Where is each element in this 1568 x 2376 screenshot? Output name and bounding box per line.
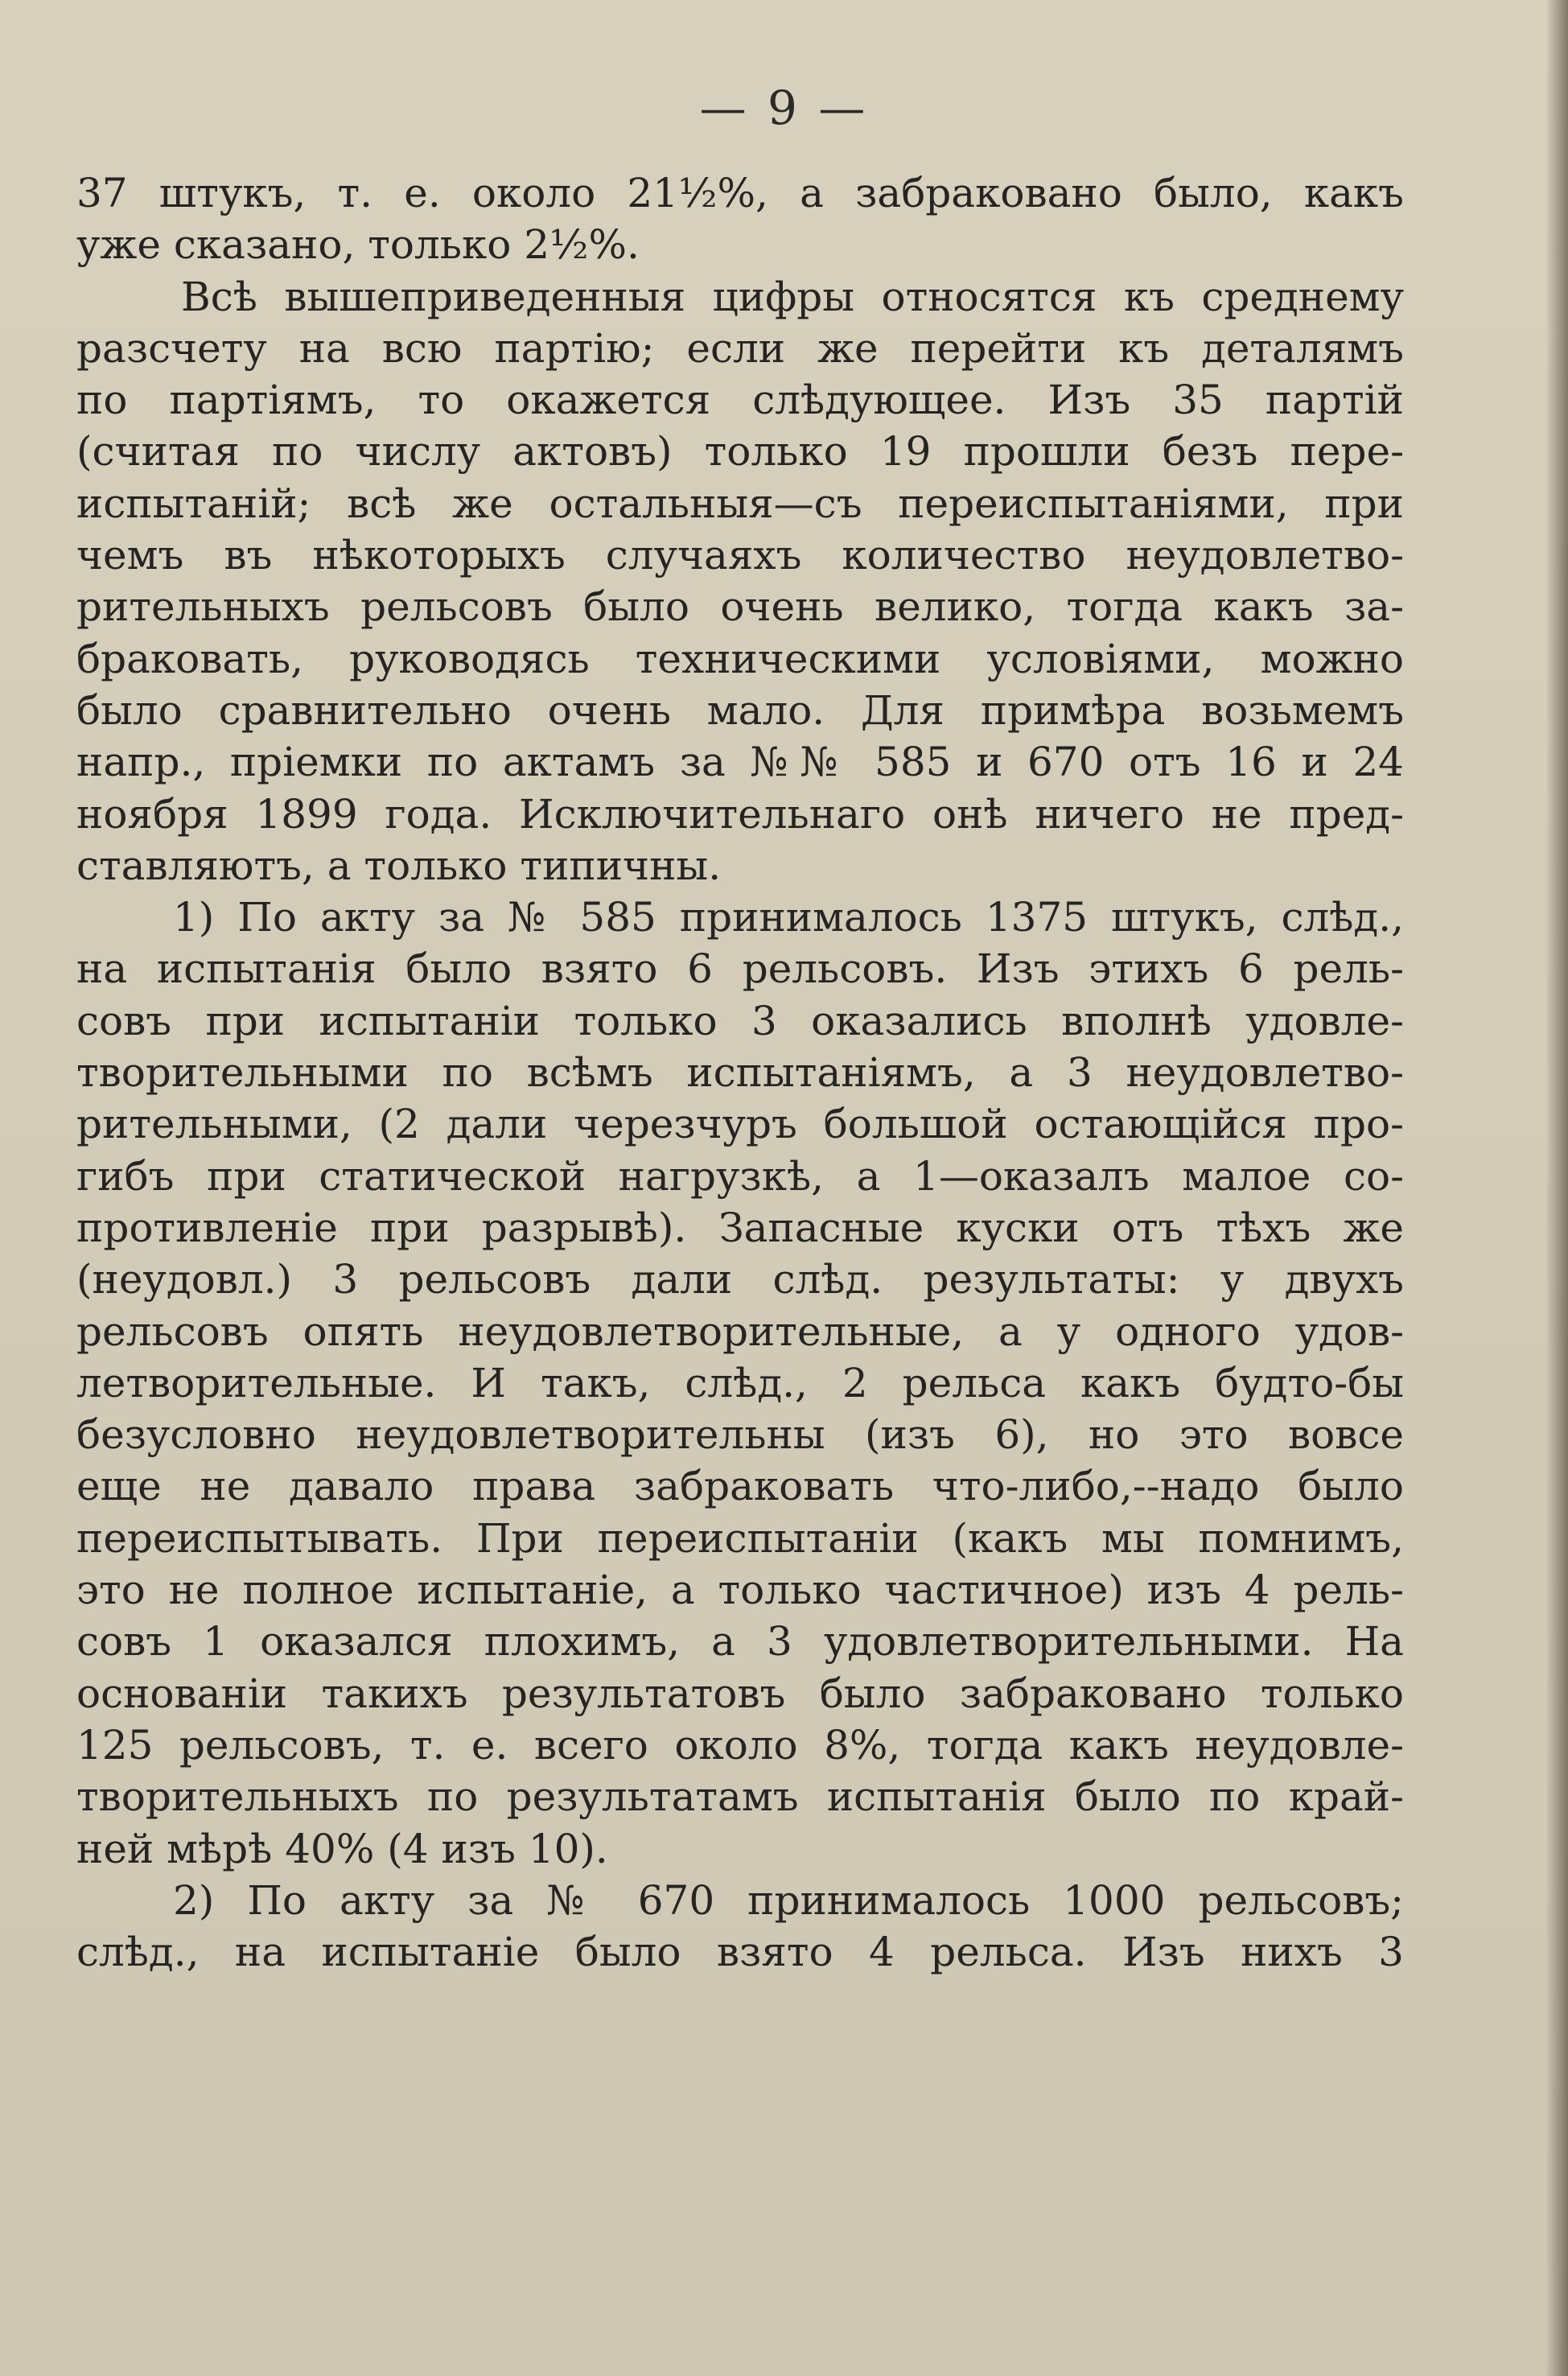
text-line: на испытанія было взято 6 рельсовъ. Изъ этихъ 6 рель-	[76, 945, 1404, 993]
text-line: 1) По акту за № 585 принималось 1375 штукъ, слѣд.,	[173, 894, 1404, 941]
text-line: еще не давало права забраковать что-либо,--надо было	[76, 1463, 1404, 1510]
text-line: чемъ въ нѣкоторыхъ случаяхъ количество неудовлетво-	[76, 532, 1404, 579]
text-line: ставляютъ, а только типичны.	[76, 842, 722, 889]
page-number: — 9 —	[699, 80, 869, 135]
text-line: творительными по всѣмъ испытаніямъ, а 3 неудовлетво-	[76, 1049, 1404, 1097]
text-line: разсчету на всю партію; если же перейти къ деталямъ	[76, 324, 1404, 372]
text-line: противленіе при разрывѣ). Запасные куски отъ тѣхъ же	[76, 1204, 1404, 1251]
text-line: рельсовъ опять неудовлетворительные, а у одного удов-	[76, 1307, 1404, 1355]
text-line: 125 рельсовъ, т. е. всего около 8%, тогда какъ неудовле-	[76, 1721, 1404, 1769]
text-line: летворительные. И такъ, слѣд., 2 рельса какъ будто-бы	[76, 1359, 1404, 1406]
text-line: 37 штукъ, т. е. около 21½%, а забраковано было, какъ	[76, 170, 1404, 216]
text-line: переиспытывать. При переиспытаніи (какъ мы помнимъ,	[76, 1514, 1404, 1562]
text-line: браковать, руководясь техническими условіями, можно	[76, 635, 1404, 682]
text-line: Всѣ вышеприведенныя цифры относятся къ среднему	[181, 273, 1404, 320]
body-text	[76, 167, 1404, 1978]
text-line: основаніи такихъ результатовъ было забраковано только	[76, 1670, 1404, 1717]
text-line: ней мѣрѣ 40% (4 изъ 10).	[76, 1825, 608, 1872]
text-line: слѣд., на испытаніе было взято 4 рельса. Изъ нихъ 3	[76, 1929, 1404, 1976]
text-line: творительныхъ по результатамъ испытанія было по край-	[76, 1773, 1404, 1821]
text-line: это не полное испытаніе, а только частичное) изъ 4 рель-	[76, 1567, 1404, 1614]
text-line: (считая по числу актовъ) только 19 прошли безъ пере-	[76, 428, 1404, 476]
text-line: ноября 1899 года. Исключительнаго онѣ ничего не пред-	[76, 790, 1404, 838]
page-edge-shadow	[1545, 0, 1568, 2376]
text-line: гибъ при статической нагрузкѣ, а 1—оказалъ малое со-	[76, 1152, 1404, 1200]
text-line: совъ 1 оказался плохимъ, а 3 удовлетворительными. На	[76, 1618, 1404, 1666]
text-line: рительными, (2 дали черезчуръ большой остающійся про-	[76, 1101, 1404, 1148]
text-line: рительныхъ рельсовъ было очень велико, тогда какъ за-	[76, 583, 1404, 631]
text-line: испытаній; всѣ же остальныя—съ переиспытаніями, при	[76, 480, 1404, 527]
text-line: совъ при испытаніи только 3 оказались вполнѣ удовле-	[76, 997, 1404, 1044]
text-line: по партіямъ, то окажется слѣдующее. Изъ 35 партій	[76, 377, 1404, 424]
text-line: 2) По акту за № 670 принималось 1000 рельсовъ;	[173, 1876, 1404, 1924]
text-line: безусловно неудовлетворительны (изъ 6), но это вовсе	[76, 1411, 1404, 1459]
text-line: (неудовл.) 3 рельсовъ дали слѣд. результаты: у двухъ	[76, 1256, 1404, 1303]
text-line: уже сказано, только 2½%.	[76, 221, 640, 269]
text-line: напр., пріемки по актамъ за №№ 585 и 670 отъ 16 и 24	[76, 739, 1404, 786]
text-line: было сравнительно очень мало. Для примѣра возьмемъ	[76, 686, 1404, 734]
